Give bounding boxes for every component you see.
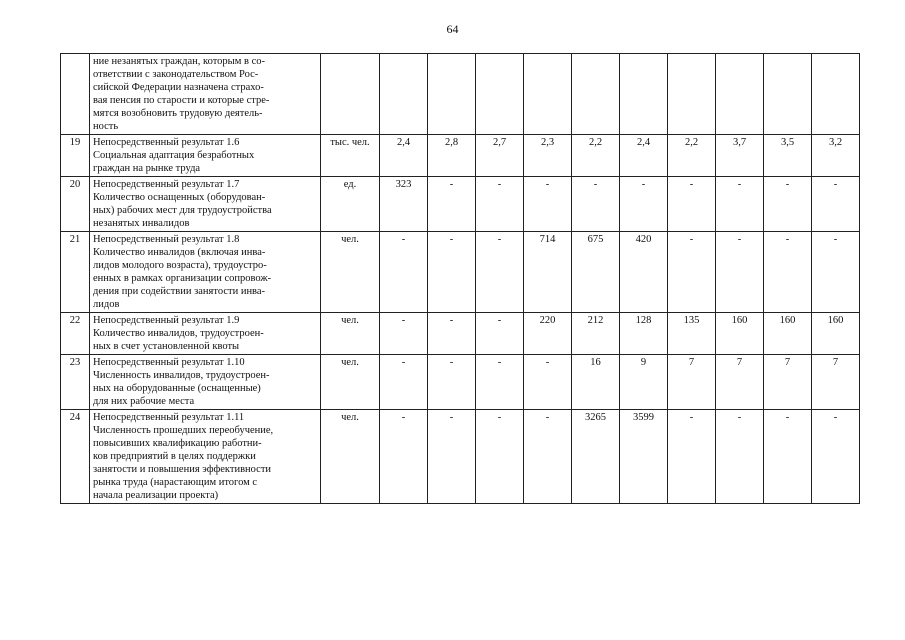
description-line: лидов xyxy=(93,299,120,310)
row-number-cell xyxy=(61,54,90,135)
description-line: для них рабочие места xyxy=(93,396,195,407)
value-cell: - xyxy=(572,177,620,232)
value-cell: 2,4 xyxy=(620,135,668,177)
value-cell: - xyxy=(524,355,572,410)
value-cell: - xyxy=(380,232,428,313)
value-cell xyxy=(380,54,428,135)
value-cell: - xyxy=(716,410,764,504)
value-cell: - xyxy=(764,410,812,504)
value-cell: - xyxy=(380,313,428,355)
value-cell: - xyxy=(524,177,572,232)
value-cell: - xyxy=(476,355,524,410)
value-cell: - xyxy=(668,410,716,504)
value-cell: - xyxy=(668,177,716,232)
description-line: мятся возобновить трудовую деятель- xyxy=(93,108,263,119)
description-line: Количество инвалидов (включая инва- xyxy=(93,247,266,258)
value-cell: - xyxy=(716,232,764,313)
value-cell xyxy=(764,54,812,135)
description-line: ных) рабочих мест для трудоустройства xyxy=(93,205,272,216)
description-line: Социальная адаптация безработных xyxy=(93,150,255,161)
unit-cell: чел. xyxy=(321,410,380,504)
value-cell: - xyxy=(668,232,716,313)
value-cell xyxy=(476,54,524,135)
value-cell: 135 xyxy=(668,313,716,355)
value-cell: 3,2 xyxy=(812,135,860,177)
value-cell: 3599 xyxy=(620,410,668,504)
value-cell: - xyxy=(764,177,812,232)
description-line: ков предприятий в целях поддержки xyxy=(93,451,256,462)
description-line: Количество инвалидов, трудоустроен- xyxy=(93,328,264,339)
page-number: 64 xyxy=(446,22,459,36)
description-line: повысивших квалификацию работни- xyxy=(93,438,262,449)
value-cell: 7 xyxy=(764,355,812,410)
value-cell: - xyxy=(476,232,524,313)
row-number-cell: 19 xyxy=(61,135,90,177)
value-cell: 2,7 xyxy=(476,135,524,177)
value-cell: - xyxy=(428,410,476,504)
description-line: Непосредственный результат 1.6 xyxy=(93,137,240,148)
table-row xyxy=(61,355,860,410)
table-row xyxy=(61,232,860,313)
description-cell xyxy=(90,313,321,355)
indicators-table xyxy=(60,53,860,504)
description-line: ных в счет установленной квоты xyxy=(93,341,240,352)
row-number-cell: 23 xyxy=(61,355,90,410)
description-line: вая пенсия по старости и которые стре- xyxy=(93,95,270,106)
description-line: ние незанятых граждан, которым в со- xyxy=(93,56,265,67)
description-line: Непосредственный результат 1.8 xyxy=(93,234,240,245)
description-line: ответствии с законодательством Рос- xyxy=(93,69,259,80)
value-cell: - xyxy=(428,313,476,355)
value-cell: 2,2 xyxy=(668,135,716,177)
value-cell: - xyxy=(476,177,524,232)
unit-cell: тыс. чел. xyxy=(321,135,380,177)
description-line: начала реализации проекта) xyxy=(93,490,219,501)
description-line: Количество оснащенных (оборудован- xyxy=(93,192,266,203)
row-number-cell: 20 xyxy=(61,177,90,232)
value-cell: 3,7 xyxy=(716,135,764,177)
description-line: занятости и повышения эффективности xyxy=(93,464,272,475)
description-line: енных в рамках организации сопровож- xyxy=(93,273,272,284)
table-row xyxy=(61,410,860,504)
value-cell: - xyxy=(476,313,524,355)
value-cell: - xyxy=(716,177,764,232)
value-cell: - xyxy=(620,177,668,232)
description-line: Непосредственный результат 1.11 xyxy=(93,412,245,423)
unit-cell: чел. xyxy=(321,232,380,313)
value-cell: 160 xyxy=(764,313,812,355)
value-cell: 714 xyxy=(524,232,572,313)
unit-cell: чел. xyxy=(321,313,380,355)
description-cell xyxy=(90,232,321,313)
description-line: Непосредственный результат 1.9 xyxy=(93,315,240,326)
value-cell: - xyxy=(380,410,428,504)
description-line: лидов молодого возраста), трудоустро- xyxy=(93,260,267,271)
value-cell: 323 xyxy=(380,177,428,232)
description-cell xyxy=(90,177,321,232)
description-line: Непосредственный результат 1.10 xyxy=(93,357,245,368)
value-cell: 9 xyxy=(620,355,668,410)
value-cell xyxy=(428,54,476,135)
description-cell xyxy=(90,410,321,504)
description-line: рынка труда (нарастающим итогом с xyxy=(93,477,258,488)
description-line: ность xyxy=(93,121,119,132)
value-cell: 160 xyxy=(812,313,860,355)
value-cell: 220 xyxy=(524,313,572,355)
value-cell: - xyxy=(812,177,860,232)
value-cell: 7 xyxy=(812,355,860,410)
value-cell: 675 xyxy=(572,232,620,313)
value-cell: 16 xyxy=(572,355,620,410)
unit-cell: ед. xyxy=(321,177,380,232)
value-cell xyxy=(812,54,860,135)
value-cell: - xyxy=(428,355,476,410)
description-line: Численность инвалидов, трудоустроен- xyxy=(93,370,270,381)
value-cell: 2,2 xyxy=(572,135,620,177)
value-cell: - xyxy=(812,410,860,504)
description-line: ных на оборудованные (оснащенные) xyxy=(93,383,261,394)
value-cell: 2,8 xyxy=(428,135,476,177)
value-cell: 7 xyxy=(716,355,764,410)
table-row xyxy=(61,177,860,232)
table-body xyxy=(61,54,860,504)
value-cell: - xyxy=(476,410,524,504)
value-cell: - xyxy=(764,232,812,313)
value-cell: 420 xyxy=(620,232,668,313)
table-row xyxy=(61,135,860,177)
value-cell: - xyxy=(524,410,572,504)
value-cell: 2,3 xyxy=(524,135,572,177)
value-cell xyxy=(668,54,716,135)
description-line: дения при содействии занятости инва- xyxy=(93,286,266,297)
value-cell: - xyxy=(428,232,476,313)
unit-cell xyxy=(321,54,380,135)
value-cell: 7 xyxy=(668,355,716,410)
value-cell: 3265 xyxy=(572,410,620,504)
description-cell xyxy=(90,54,321,135)
value-cell: 3,5 xyxy=(764,135,812,177)
table-row-continuation xyxy=(61,54,860,135)
value-cell: 2,4 xyxy=(380,135,428,177)
description-cell xyxy=(90,135,321,177)
value-cell: 160 xyxy=(716,313,764,355)
row-number-cell: 24 xyxy=(61,410,90,504)
value-cell: - xyxy=(428,177,476,232)
description-line: Численность прошедших переобучение, xyxy=(93,425,274,436)
description-line: граждан на рынке труда xyxy=(93,163,201,174)
table-row xyxy=(61,313,860,355)
value-cell: 128 xyxy=(620,313,668,355)
value-cell xyxy=(524,54,572,135)
unit-cell: чел. xyxy=(321,355,380,410)
value-cell: - xyxy=(812,232,860,313)
description-cell xyxy=(90,355,321,410)
value-cell xyxy=(620,54,668,135)
value-cell: - xyxy=(380,355,428,410)
value-cell xyxy=(716,54,764,135)
description-line: Непосредственный результат 1.7 xyxy=(93,179,240,190)
row-number-cell: 22 xyxy=(61,313,90,355)
value-cell xyxy=(572,54,620,135)
row-number-cell: 21 xyxy=(61,232,90,313)
value-cell: 212 xyxy=(572,313,620,355)
description-line: незанятых инвалидов xyxy=(93,218,190,229)
description-line: сийской Федерации назначена страхо- xyxy=(93,82,264,93)
